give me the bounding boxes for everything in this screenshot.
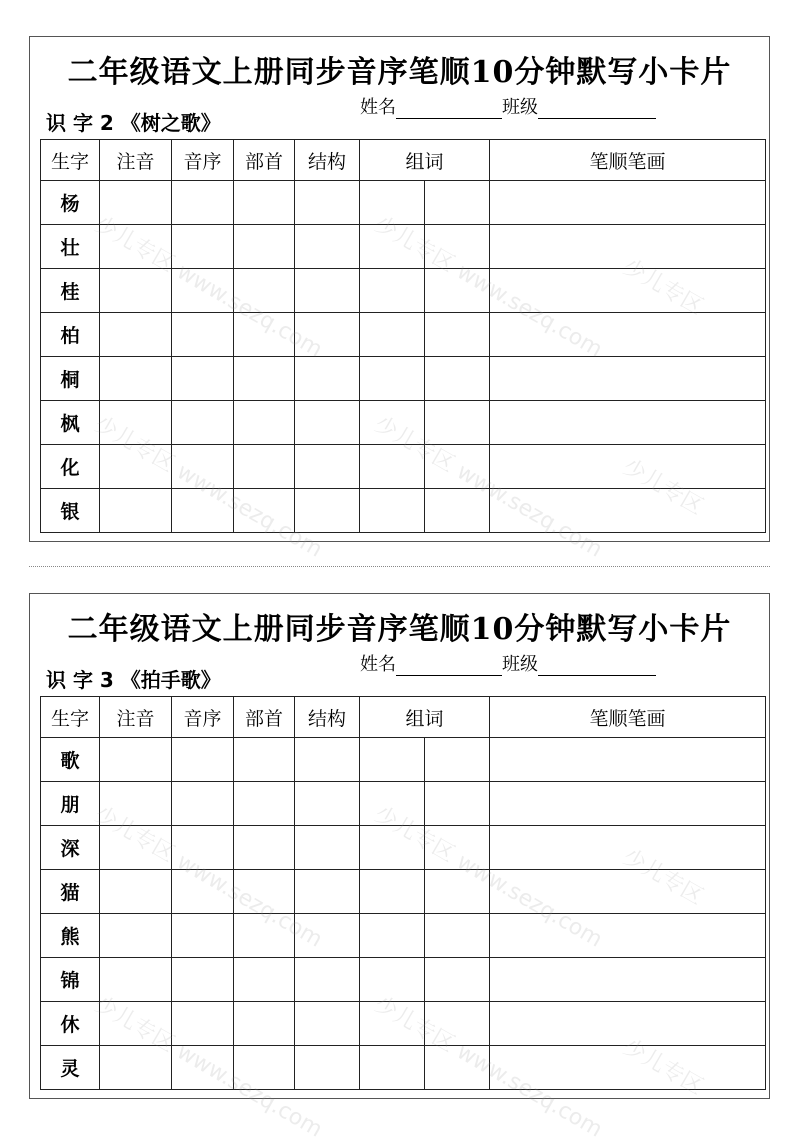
class-label: 班级 — [502, 97, 538, 118]
word-cell[interactable] — [425, 738, 490, 782]
initial-cell[interactable] — [172, 826, 234, 870]
structure-cell[interactable] — [295, 401, 360, 445]
character-cell: 歌 — [41, 738, 100, 782]
strokes-cell[interactable] — [490, 225, 766, 269]
strokes-cell[interactable] — [490, 269, 766, 313]
header-words: 组词 — [360, 140, 490, 181]
strokes-cell[interactable] — [490, 445, 766, 489]
name-field[interactable] — [396, 659, 502, 676]
name-label: 姓名 — [360, 97, 396, 118]
character-cell: 灵 — [41, 1046, 100, 1090]
table-header-row — [41, 697, 766, 738]
initial-cell[interactable] — [172, 401, 234, 445]
name-field[interactable] — [396, 102, 502, 119]
character-cell: 休 — [41, 1002, 100, 1046]
initial-cell[interactable] — [172, 313, 234, 357]
pinyin-cell[interactable] — [100, 445, 172, 489]
initial-cell[interactable] — [172, 1046, 234, 1090]
card-title: 二年级语文上册同步音序笔顺10分钟默写小卡片 — [67, 55, 732, 90]
table-row — [41, 357, 766, 401]
word-cell[interactable] — [360, 445, 425, 489]
word-cell[interactable] — [360, 958, 425, 1002]
student-info-line — [360, 93, 656, 119]
pinyin-cell[interactable] — [100, 782, 172, 826]
table-row — [41, 269, 766, 313]
word-cell[interactable] — [425, 269, 490, 313]
radical-cell[interactable] — [234, 313, 295, 357]
character-cell: 熊 — [41, 914, 100, 958]
table-row — [41, 1046, 766, 1090]
word-cell[interactable] — [360, 489, 425, 533]
word-cell[interactable] — [425, 826, 490, 870]
radical-cell[interactable] — [234, 782, 295, 826]
radical-cell[interactable] — [234, 225, 295, 269]
table-row — [41, 225, 766, 269]
radical-cell[interactable] — [234, 870, 295, 914]
character-table — [40, 139, 766, 533]
header-pinyin: 注音 — [100, 140, 172, 181]
table-row — [41, 826, 766, 870]
table-row — [41, 914, 766, 958]
radical-cell[interactable] — [234, 958, 295, 1002]
radical-cell[interactable] — [234, 357, 295, 401]
table-row — [41, 782, 766, 826]
student-info-line — [360, 650, 656, 676]
character-cell: 枫 — [41, 401, 100, 445]
structure-cell[interactable] — [295, 914, 360, 958]
structure-cell[interactable] — [295, 1046, 360, 1090]
structure-cell[interactable] — [295, 445, 360, 489]
pinyin-cell[interactable] — [100, 269, 172, 313]
pinyin-cell[interactable] — [100, 313, 172, 357]
word-cell[interactable] — [425, 1002, 490, 1046]
strokes-cell[interactable] — [490, 738, 766, 782]
word-cell[interactable] — [360, 738, 425, 782]
structure-cell[interactable] — [295, 782, 360, 826]
strokes-cell[interactable] — [490, 1002, 766, 1046]
pinyin-cell[interactable] — [100, 870, 172, 914]
word-cell[interactable] — [425, 958, 490, 1002]
word-cell[interactable] — [425, 225, 490, 269]
radical-cell[interactable] — [234, 1002, 295, 1046]
word-cell[interactable] — [425, 870, 490, 914]
header-initial: 音序 — [172, 697, 234, 738]
structure-cell[interactable] — [295, 738, 360, 782]
header-structure: 结构 — [295, 697, 360, 738]
worksheet-card-1 — [29, 36, 770, 542]
header-words: 组词 — [360, 697, 490, 738]
structure-cell[interactable] — [295, 870, 360, 914]
character-cell: 杨 — [41, 181, 100, 225]
initial-cell[interactable] — [172, 782, 234, 826]
header-radical: 部首 — [234, 697, 295, 738]
header-radical: 部首 — [234, 140, 295, 181]
word-cell[interactable] — [425, 401, 490, 445]
word-cell[interactable] — [360, 870, 425, 914]
class-field[interactable] — [538, 102, 656, 119]
pinyin-cell[interactable] — [100, 1046, 172, 1090]
strokes-cell[interactable] — [490, 782, 766, 826]
word-cell[interactable] — [360, 914, 425, 958]
card-title: 二年级语文上册同步音序笔顺10分钟默写小卡片 — [67, 612, 732, 647]
word-cell[interactable] — [425, 1046, 490, 1090]
strokes-cell[interactable] — [490, 958, 766, 1002]
strokes-cell[interactable] — [490, 401, 766, 445]
header-strokes: 笔顺笔画 — [490, 140, 766, 181]
worksheet-card-2 — [29, 593, 770, 1099]
table-row — [41, 489, 766, 533]
structure-cell[interactable] — [295, 225, 360, 269]
table-row — [41, 445, 766, 489]
initial-cell[interactable] — [172, 738, 234, 782]
cut-divider — [29, 566, 770, 567]
initial-cell[interactable] — [172, 445, 234, 489]
table-row — [41, 958, 766, 1002]
character-cell: 猫 — [41, 870, 100, 914]
initial-cell[interactable] — [172, 269, 234, 313]
header-strokes: 笔顺笔画 — [490, 697, 766, 738]
word-cell[interactable] — [425, 914, 490, 958]
radical-cell[interactable] — [234, 738, 295, 782]
table-row — [41, 401, 766, 445]
structure-cell[interactable] — [295, 269, 360, 313]
radical-cell[interactable] — [234, 445, 295, 489]
character-cell: 桐 — [41, 357, 100, 401]
word-cell[interactable] — [360, 225, 425, 269]
table-row — [41, 870, 766, 914]
radical-cell[interactable] — [234, 1046, 295, 1090]
structure-cell[interactable] — [295, 489, 360, 533]
initial-cell[interactable] — [172, 357, 234, 401]
character-cell: 桂 — [41, 269, 100, 313]
header-structure: 结构 — [295, 140, 360, 181]
structure-cell[interactable] — [295, 826, 360, 870]
character-cell: 壮 — [41, 225, 100, 269]
character-cell: 化 — [41, 445, 100, 489]
character-cell: 朋 — [41, 782, 100, 826]
strokes-cell[interactable] — [490, 489, 766, 533]
lesson-title: 识 字 2 《树之歌》 — [46, 111, 221, 135]
pinyin-cell[interactable] — [100, 357, 172, 401]
table-row — [41, 181, 766, 225]
radical-cell[interactable] — [234, 401, 295, 445]
radical-cell[interactable] — [234, 181, 295, 225]
pinyin-cell[interactable] — [100, 914, 172, 958]
word-cell[interactable] — [425, 313, 490, 357]
initial-cell[interactable] — [172, 958, 234, 1002]
radical-cell[interactable] — [234, 269, 295, 313]
structure-cell[interactable] — [295, 181, 360, 225]
pinyin-cell[interactable] — [100, 401, 172, 445]
pinyin-cell[interactable] — [100, 738, 172, 782]
table-header-row — [41, 140, 766, 181]
initial-cell[interactable] — [172, 1002, 234, 1046]
word-cell[interactable] — [360, 269, 425, 313]
character-cell: 柏 — [41, 313, 100, 357]
word-cell[interactable] — [360, 357, 425, 401]
strokes-cell[interactable] — [490, 313, 766, 357]
character-cell: 锦 — [41, 958, 100, 1002]
word-cell[interactable] — [360, 313, 425, 357]
initial-cell[interactable] — [172, 870, 234, 914]
radical-cell[interactable] — [234, 826, 295, 870]
header-pinyin: 注音 — [100, 697, 172, 738]
initial-cell[interactable] — [172, 225, 234, 269]
radical-cell[interactable] — [234, 489, 295, 533]
header-character: 生字 — [41, 140, 100, 181]
pinyin-cell[interactable] — [100, 1002, 172, 1046]
initial-cell[interactable] — [172, 181, 234, 225]
pinyin-cell[interactable] — [100, 826, 172, 870]
pinyin-cell[interactable] — [100, 958, 172, 1002]
character-table — [40, 696, 766, 1090]
header-initial: 音序 — [172, 140, 234, 181]
structure-cell[interactable] — [295, 313, 360, 357]
name-label: 姓名 — [360, 654, 396, 675]
word-cell[interactable] — [425, 445, 490, 489]
character-cell: 银 — [41, 489, 100, 533]
class-field[interactable] — [538, 659, 656, 676]
lesson-title: 识 字 3 《拍手歌》 — [46, 668, 221, 692]
class-label: 班级 — [502, 654, 538, 675]
table-row — [41, 1002, 766, 1046]
structure-cell[interactable] — [295, 958, 360, 1002]
strokes-cell[interactable] — [490, 826, 766, 870]
word-cell[interactable] — [360, 401, 425, 445]
initial-cell[interactable] — [172, 914, 234, 958]
character-cell: 深 — [41, 826, 100, 870]
word-cell[interactable] — [360, 826, 425, 870]
word-cell[interactable] — [425, 357, 490, 401]
structure-cell[interactable] — [295, 1002, 360, 1046]
word-cell[interactable] — [360, 181, 425, 225]
strokes-cell[interactable] — [490, 181, 766, 225]
pinyin-cell[interactable] — [100, 225, 172, 269]
header-character: 生字 — [41, 697, 100, 738]
pinyin-cell[interactable] — [100, 489, 172, 533]
radical-cell[interactable] — [234, 914, 295, 958]
strokes-cell[interactable] — [490, 870, 766, 914]
strokes-cell[interactable] — [490, 357, 766, 401]
word-cell[interactable] — [425, 489, 490, 533]
word-cell[interactable] — [360, 1002, 425, 1046]
word-cell[interactable] — [425, 181, 490, 225]
strokes-cell[interactable] — [490, 1046, 766, 1090]
table-row — [41, 738, 766, 782]
table-row — [41, 313, 766, 357]
pinyin-cell[interactable] — [100, 181, 172, 225]
word-cell[interactable] — [360, 782, 425, 826]
word-cell[interactable] — [425, 782, 490, 826]
strokes-cell[interactable] — [490, 914, 766, 958]
word-cell[interactable] — [360, 1046, 425, 1090]
structure-cell[interactable] — [295, 357, 360, 401]
initial-cell[interactable] — [172, 489, 234, 533]
